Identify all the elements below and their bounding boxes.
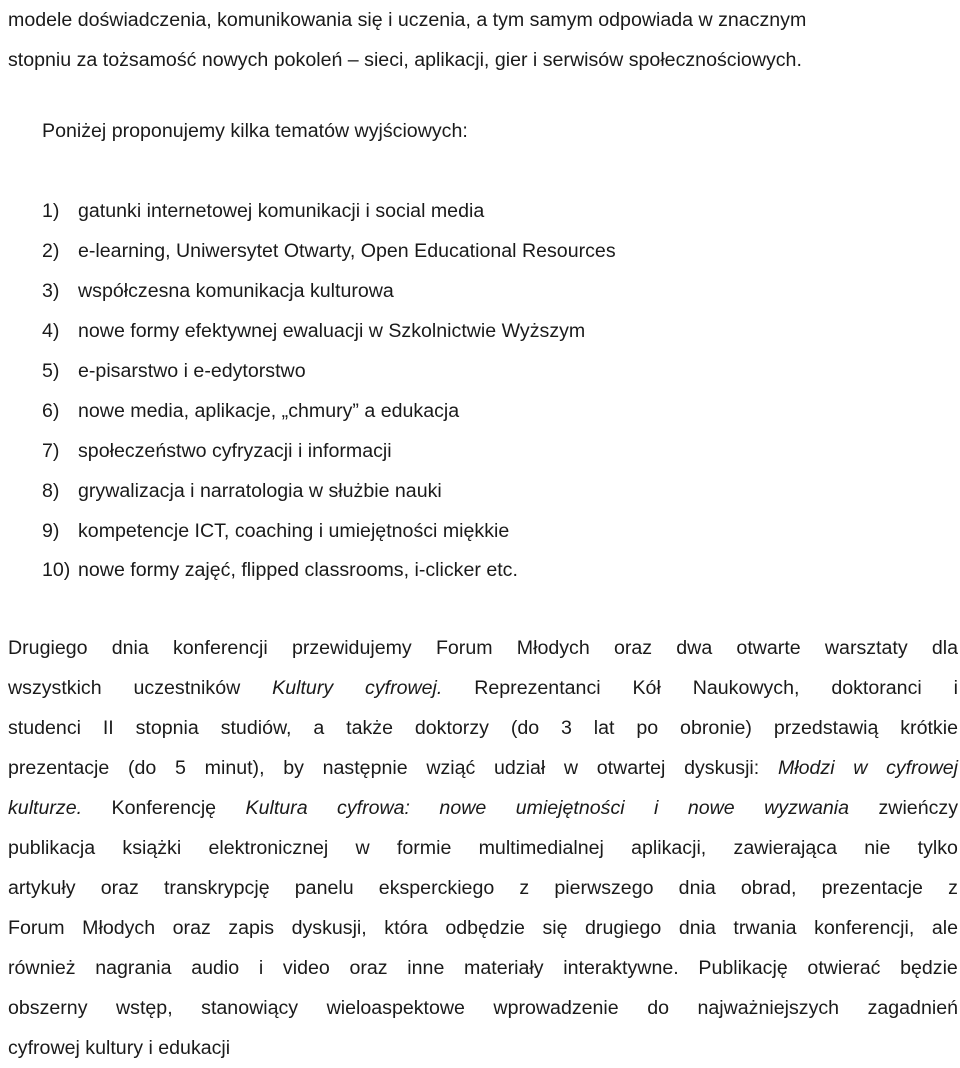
conference-line (8, 1028, 958, 1068)
conference-line (8, 868, 958, 908)
word: po (636, 717, 659, 739)
word: z (948, 877, 958, 899)
word: zagadnień (867, 997, 958, 1019)
topic-number: 4) (42, 320, 60, 343)
word: audio (191, 957, 240, 979)
conference-line (8, 788, 958, 828)
word: inne (407, 957, 445, 979)
word: panelu (294, 877, 354, 899)
word: przewidujemy (291, 637, 412, 659)
topic-item (42, 511, 616, 551)
conference-paragraph (8, 628, 958, 1068)
topic-item (42, 391, 616, 431)
word: najważniejszych (697, 997, 840, 1019)
word: dnia (111, 637, 149, 659)
word: także (346, 717, 393, 739)
word: otwierać (807, 957, 881, 979)
conference-line (8, 828, 958, 868)
word: II (102, 717, 114, 739)
word: z (519, 877, 530, 899)
word: Drugiego (8, 637, 88, 659)
word: do (647, 997, 669, 1019)
topic-text: kompetencje ICT, coaching i umiejętności miękkie (78, 519, 510, 542)
word: artykuły (8, 877, 76, 899)
word: otwarte (736, 637, 801, 659)
topic-text: społeczeństwo cyfryzacji i informacji (78, 439, 392, 462)
word: oraz (613, 637, 653, 659)
word: studiów, (220, 717, 292, 739)
word: dyskusji, (291, 917, 367, 939)
word: trwania (733, 917, 797, 939)
word: oraz (172, 917, 211, 939)
topic-number: 3) (42, 280, 60, 303)
word: przedstawią (773, 717, 879, 739)
topic-text: współczesna komunikacja kulturowa (78, 280, 394, 303)
conference-line (8, 668, 958, 708)
conference-text: prezentacje (do 5 minut), by następnie wziąć udział w otwartej dyskusji: (8, 757, 778, 779)
word: nagrania (95, 957, 172, 979)
word: multimedialnej (478, 837, 604, 859)
conference-text: cyfrowej kultury i edukacji (8, 1037, 231, 1059)
topic-item (42, 192, 616, 232)
topic-item (42, 551, 616, 591)
word: tylko (917, 837, 958, 859)
topic-text: nowe formy zajęć, flipped classrooms, i-clicker etc. (78, 559, 518, 582)
conference-line (8, 948, 958, 988)
topic-item (42, 232, 616, 272)
topic-number: 7) (42, 439, 60, 462)
word: książki (122, 837, 182, 859)
intro-line-2: stopniu za tożsamość nowych pokoleń – sieci, aplikacji, gier i serwisów społecznościowych. (8, 49, 802, 71)
topic-text: e-learning, Uniwersytet Otwarty, Open Educational Resources (78, 240, 616, 263)
word: pierwszego (554, 877, 654, 899)
word: warsztaty (824, 637, 908, 659)
word: dnia (678, 877, 716, 899)
word: Młodych (516, 637, 590, 659)
word: dwa (676, 637, 713, 659)
intro-line-1: modele doświadczenia, komunikowania się i uczenia, a tym samym odpowiada w znacznym (8, 9, 807, 31)
word: aplikacji, (631, 837, 707, 859)
conference-title-italic: Kultury cyfrowej. (272, 677, 443, 699)
word: wieloaspektowe (326, 997, 465, 1019)
word: studenci (8, 717, 81, 739)
topic-text: nowe formy efektywnej ewaluacji w Szkolnictwie Wyższym (78, 320, 586, 343)
word: interaktywne. (563, 957, 679, 979)
conference-line (8, 988, 958, 1028)
word: lat (593, 717, 615, 739)
word: która (384, 917, 428, 939)
topic-item (42, 352, 616, 392)
word: 3 (561, 717, 572, 739)
topics-list (42, 192, 616, 591)
topic-number: 1) (42, 200, 60, 223)
word: prezentacje (821, 877, 923, 899)
word: formie (396, 837, 452, 859)
topics-lead: Poniżej proponujemy kilka tematów wyjściowych: (42, 120, 468, 142)
word: a (313, 717, 325, 739)
word: Młodych (82, 917, 156, 939)
topic-text: grywalizacja i narratologia w służbie nauki (78, 479, 442, 502)
topic-item (42, 272, 616, 312)
word: Forum (435, 637, 493, 659)
word: drugiego (585, 917, 662, 939)
topic-item (42, 471, 616, 511)
conference-line (8, 628, 958, 668)
word: obszerny (8, 997, 88, 1019)
word: obronie) (680, 717, 752, 739)
word: eksperckiego (378, 877, 495, 899)
word: stopnia (135, 717, 199, 739)
word: krótkie (900, 717, 958, 739)
word: w (355, 837, 370, 859)
topic-number: 8) (42, 479, 60, 502)
word: dnia (678, 917, 716, 939)
topic-number: 10) (42, 559, 71, 582)
word: ale (931, 917, 958, 939)
word: (do (510, 717, 540, 739)
topic-text: nowe media, aplikacje, „chmury” a edukacja (78, 399, 460, 422)
word: doktorzy (414, 717, 489, 739)
word: materiały (464, 957, 544, 979)
topic-number: 2) (42, 240, 60, 263)
topic-number: 9) (42, 519, 60, 542)
word: wprowadzenie (493, 997, 619, 1019)
word: zawierająca (733, 837, 837, 859)
conference-text: wszystkich uczestników (8, 677, 273, 699)
word: odbędzie (445, 917, 525, 939)
word: również (8, 957, 76, 979)
word: video (282, 957, 330, 979)
topic-text: e-pisarstwo i e-edytorstwo (78, 360, 306, 382)
word: nie (864, 837, 891, 859)
conference-text: Konferencję (82, 797, 246, 819)
conference-name-italic: Kultura cyfrowa: nowe umiejętności i nowe wyzwania (245, 797, 850, 819)
word: Forum (8, 917, 65, 939)
discussion-title-italic: kulturze. (8, 797, 83, 819)
topic-item (42, 312, 616, 352)
word: konferencji (172, 637, 268, 659)
word: oraz (349, 957, 388, 979)
word: będzie (900, 957, 958, 979)
word: się (542, 917, 568, 939)
conference-line (8, 908, 958, 948)
word: i (258, 957, 264, 979)
word: obrad, (740, 877, 797, 899)
word: transkrypcję (163, 877, 270, 899)
word: oraz (100, 877, 139, 899)
word: elektronicznej (208, 837, 329, 859)
discussion-title-italic: Młodzi w cyfrowej (777, 757, 958, 779)
topic-number: 6) (42, 399, 60, 422)
conference-text: zwieńczy (849, 797, 958, 819)
topic-number: 5) (42, 360, 60, 382)
conference-line (8, 708, 958, 748)
word: zapis (228, 917, 275, 939)
intro-paragraph (8, 0, 958, 80)
topic-item (42, 431, 616, 471)
word: publikacja (8, 837, 96, 859)
conference-text: Reprezentanci Kół Naukowych, doktoranci i (442, 677, 958, 699)
word: wstęp, (116, 997, 173, 1019)
conference-line (8, 748, 958, 788)
word: dla (931, 637, 958, 659)
topic-text: gatunki internetowej komunikacji i social media (78, 200, 485, 223)
word: Publikację (698, 957, 788, 979)
word: konferencji, (814, 917, 915, 939)
word: stanowiący (201, 997, 299, 1019)
